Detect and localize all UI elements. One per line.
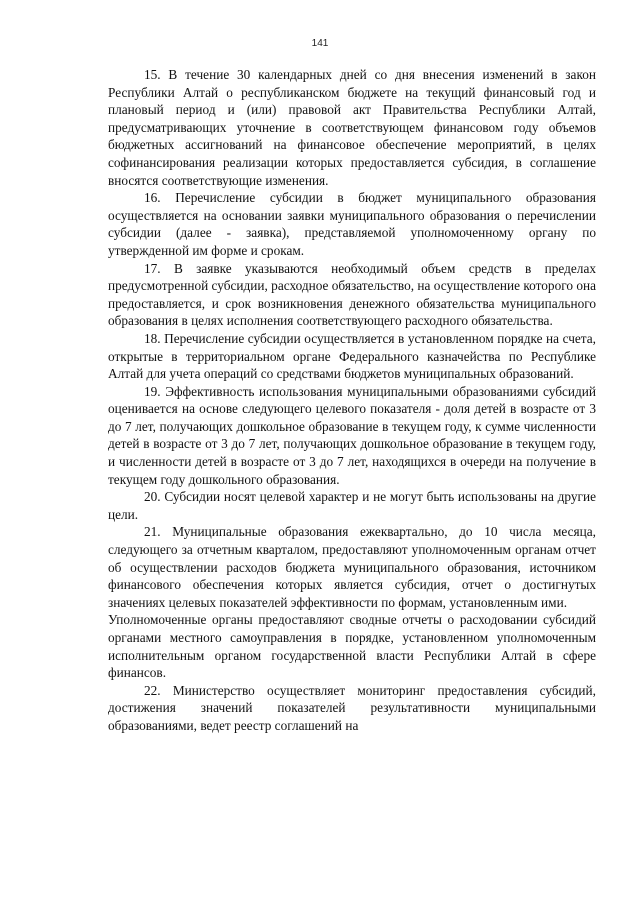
paragraph-22: 22. Министерство осуществляет мониторинг предоставления субсидий, достижения значений показателей результативности муниципальными образованиями, ведет реестр соглашений на: [108, 682, 596, 733]
paragraph-20: 20. Субсидии носят целевой характер и не могут быть использованы на другие цели.: [108, 489, 596, 522]
document-body: [108, 66, 596, 735]
paragraph-19: 19. Эффективность использования муниципальными образованиями субсидий оценивается на основе следующего целевого показателя - доля детей в возрасте от 3 до 7 лет, получающих дошкольное образование в текущем году, к сумме численности детей в возрасте от 3 до 7 лет, получающих дошкольное образование в текущем году, и численности детей в возрасте от 3 до 7 лет, находящихся в очереди на получение в текущем году дошкольного образования.: [108, 383, 596, 487]
paragraph-17: 17. В заявке указываются необходимый объем средств в пределах предусмотренной субсидии, расходное обязательство, на осуществление которого она предоставляется, и срок возникновения денежного обязательства муниципального образования в целях исполнения соответствующего расходного обязательства.: [108, 260, 596, 329]
page-number: 141: [311, 38, 329, 49]
paragraph-15: 15. В течение 30 календарных дней со дня внесения изменений в закон Республики Алтай о республиканском бюджете на текущий финансовый год и плановый период и (или) правовой акт Правительства Республики Алтай, предусматривающих уточнение в соответствующем финансовом году объемов бюджетных ассигнований на финансовое обеспечение мероприятий, в целях софинансирования реализации которых предоставляется субсидия, в соглашение вносятся соответствующие изменения.: [108, 67, 596, 188]
paragraph-16: 16. Перечисление субсидии в бюджет муниципального образования осуществляется на основании заявки муниципального образования о перечислении субсидии (далее - заявка), представляемой уполномоченному органу по утвержденной им форме и срокам.: [108, 190, 596, 258]
paragraph-21: 21. Муниципальные образования ежеквартально, до 10 числа месяца, следующего за отчетным кварталом, предоставляют уполномоченным органам отчет об осуществлении расходов бюджета муниципального образования, источником финансового обеспечения которых является субсидия, отчет о достигнутых значениях целевых показателей эффективности по формам, установленным ими.: [108, 524, 596, 610]
paragraph-21-continuation: Уполномоченные органы предоставляют сводные отчеты о расходовании субсидий органами местного самоуправления в порядке, установленном уполномоченным исполнительным органом государственной власти Республики Алтай в сфере финансов.: [108, 612, 596, 681]
paragraph-18: 18. Перечисление субсидии осуществляется в установленном порядке на счета, открытые в территориальном органе Федерального казначейства по Республике Алтай для учета операций со средствами бюджетов муниципальных образований.: [108, 330, 596, 382]
